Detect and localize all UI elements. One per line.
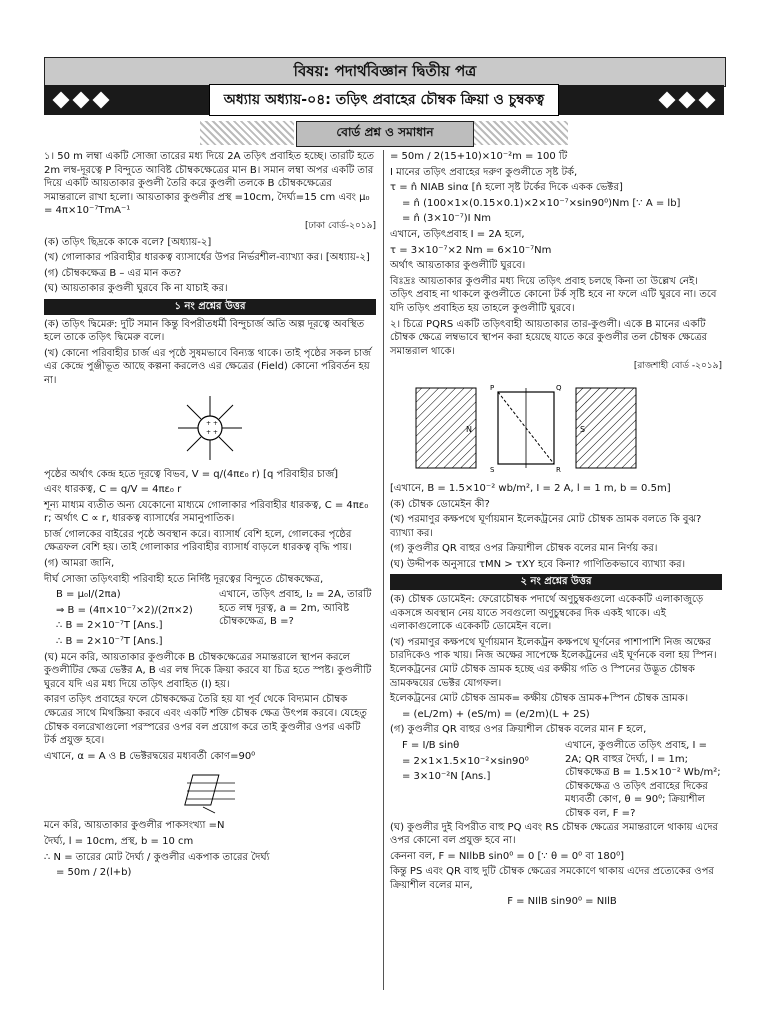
decor-diamonds-right (658, 91, 716, 109)
coil-diagram (175, 767, 245, 815)
answer-2-heading: ২ নং প্রশ্নের উত্তর (390, 574, 722, 590)
torque-intro: I মানের তড়িৎ প্রবাহের দরুণ কুণ্ডলীতে সৃষ্ট টর্ক, (390, 166, 578, 178)
answer-1d: (ঘ) মনে করি, আয়তাকার কুণ্ডলীকে B চৌম্বকক্ষেত্রের সমান্তরালে স্থাপন করলে কুণ্ডলীটির ক্ষেত্র ভেক্টর A, B এর লম্ব দিকে ক্রিয়া করবে যা চিত্র হতে স্পষ্ট। কুণ্ডলীটি ঘুরবে যদি এর মধ্য দিয়ে তড়িৎ প্রবাহিত (I) হয়। (44, 651, 372, 690)
force-given: এখানে, কুণ্ডলীতে তড়িৎ প্রবাহ, I = 2A; QR বাহুর দৈর্ঘ্য, l = 1m; চৌম্বকক্ষেত্র B = 1.5×10⁻² Wb/m²; চৌম্বকক্ষেত্র ও তড়িৎ প্রবাহের দিকের মধ্যবর্তী কোণ, θ = 90⁰; ক্রিয়াশীল চৌম্বক বল, F =? (565, 740, 721, 819)
svg-text:R: R (556, 465, 561, 474)
svg-text:S: S (490, 465, 495, 474)
question-1c: (গ) চৌম্বকক্ষেত্র B – এর মান কত? (44, 267, 182, 279)
answer-1-heading: ১ নং প্রশ্নের উত্তর (44, 299, 376, 315)
answer-2b: (খ) পরমাণুর কক্ষপথে ঘূর্ণায়মান ইলেকট্রন কক্ষপথে ঘূর্ণনের পাশাপাশি নিজ অক্ষের চারদিকেও পাক খায়। নিজ অক্ষের সাপেক্ষে ইলেকট্রনের এই ঘূর্ণনকে বলা হয় স্পিন। ইলেকট্রনের মোট চৌম্বক ভ্রামক হচ্ছে এর কক্ষীয় গতি ও স্পিনের উদ্ভূত চৌম্বক ভ্রামকদ্বয়ের ভেক্টর যোগফল। (390, 636, 717, 689)
capacitance-formula: এবং ধারকত্ব, C = q/V = 4πε₀ r (44, 484, 182, 496)
magnet-coil-diagram (406, 378, 706, 478)
torque-formula: τ = n̂ NIAB sinα [n̂ হলো সৃষ্ট টর্কের দিকে একক ভেক্টর] (390, 182, 623, 194)
svg-text:S: S (580, 424, 586, 434)
coil-rotates-note: অর্থাৎ আয়তাকার কুণ্ডলীটি ঘুরবে। (390, 260, 526, 272)
force-step-2: = 2×1×1.5×10⁻²×sin90⁰ (402, 755, 529, 767)
potential-formula: পৃষ্ঠের অর্থাৎ কেন্দ্র হতে দূরত্বে বিভব, V = q/(4πε₀ r) [q পরিবাহীর চার্জ] (44, 468, 339, 480)
svg-text:+ +: + + (206, 428, 218, 436)
answer-2c: (গ) কুণ্ডলীর QR বাহুর ওপর ক্রিয়াশীল চৌম্বক বলের মান F হলে, (390, 724, 647, 736)
question-1-source: [ঢাকা বোর্ড-২০১৯] (304, 220, 376, 231)
decor-hatch-left (200, 121, 294, 145)
charged-sphere-diagram (170, 392, 250, 464)
calc-step-4: ∴ B = 2×10⁻⁷T [Ans.] (56, 636, 163, 648)
question-2-source: [রাজশাহী বোর্ড -২০১৯] (633, 361, 722, 372)
decor-hatch-right (474, 121, 568, 145)
question-2a: (ক) চৌম্বক ডোমেইন কী? (390, 498, 490, 510)
svg-text:N: N (466, 424, 472, 434)
torque-result: τ = 3×10⁻⁷×2 Nm = 6×10⁻⁷Nm (390, 244, 552, 256)
answer-2d-step-2: কিন্তু PS এবং QR বাহু দুটি চৌম্বক ক্ষেত্রের সমকোণে থাকায় এদের প্রত্যেকের ওপর ক্রিয়াশীল বলের মান, (390, 866, 714, 891)
calc-block-1 (44, 588, 376, 650)
force-step-1: F = I/B sinθ (402, 740, 460, 751)
turns-note: মনে করি, আয়তাকার কুণ্ডলীর পাকসংখ্যা =N (44, 820, 225, 832)
chapter-title: অধ্যায় অধ্যায়-০৪: তড়িৎ প্রবাহের চৌম্বক ক্রিয়া ও চুম্বকত্ব (209, 84, 560, 116)
answer-2d: (ঘ) কুণ্ডলীর দুই বিপরীত বাহু PQ এবং RS চৌম্বক ক্ষেত্রের সমান্তরালে থাকায় এদের ওপর কোনো বল প্রযুক্ত হবে না। (390, 821, 719, 847)
svg-text:Q: Q (556, 383, 562, 392)
left-column (44, 150, 376, 882)
current-note: এখানে, তড়িৎপ্রবাহ I = 2A হলে, (390, 228, 525, 240)
special-note: বিঃদ্রঃ আয়তাকার কুণ্ডলীর মধ্য দিয়ে তড়িৎ প্রবাহ চলছে কিনা তা উল্লেখ নেই। তড়িৎ প্রবাহ না থাকলে কুণ্ডলীতে কোনো টর্ক সৃষ্টি হবে না ফলে এটি ঘুরবে না। তবে যদি তড়িৎ প্রবাহিত হয় তাহলে কুণ্ডলীটি ঘুরবে। (390, 275, 717, 314)
column-divider (383, 150, 384, 990)
n-formula: ∴ N = তারের মোট দৈর্ঘ্য / কুণ্ডলীর একপাক তারের দৈর্ঘ্য (44, 851, 270, 863)
answer-1d-explain: কারণ তড়িৎ প্রবাহের ফলে চৌম্বকক্ষেত্র তৈরি হয় যা পূর্ব থেকে বিদ্যমান চৌম্বক ক্ষেত্রের সাথে মিথস্ক্রিয়া করবে এবং একটি শক্তি চৌম্বক ক্ষেত্র উৎপন্ন করবে। যেহেতু চৌম্বক বলরেখাগুলো পরস্পরের ওপর বল প্রয়োগ করে তাই কুণ্ডলীর ওপর একটি টর্ক প্রযুক্ত হবে। (44, 694, 367, 747)
calc-step-1: B = μ₀I/(2πa) (56, 589, 121, 601)
question-1b: (খ) গোলাকার পরিবাহীর ধারকত্ব ব্যাসার্ধের উপর নির্ভরশীল-ব্যাখ্যা কর। [অধ্যায়-২] (44, 252, 370, 264)
question-2d: (ঘ) উদ্দীপক অনুসারে τMN > τXY হবে কিনা? গাণিতিকভাবে ব্যাখ্যা কর। (390, 558, 686, 570)
dimensions-note: দৈর্ঘ্য, l = 10cm, প্রস্থ, b = 10 cm (44, 835, 194, 847)
charge-note: চার্জ গোলকের বাইরের পৃষ্ঠে অবস্থান করে। ব্যাসার্ধ বেশি হলে, গোলকের পৃষ্ঠের ক্ষেত্রফল বেশি হয়। তাই গোলাকার পরিবাহীর ব্যাসার্ধ বাড়লে ধারকত্ব বৃদ্ধি পায়। (44, 528, 352, 554)
question-1a: (ক) তড়িৎ ছিদ্রকে কাকে বলে? [অধ্যায়-২] (44, 236, 212, 248)
calc-step-3: ∴ B = 2×10⁻⁷T [Ans.] (56, 620, 163, 632)
subject-title: বিষয়: পদার্থবিজ্ঞান দ্বিতীয় পত্র (44, 57, 726, 87)
chapter-banner (44, 85, 724, 115)
question-2c: (গ) কুণ্ডলীর QR বাহুর ওপর ক্রিয়াশীল চৌম্বক বলের মান নির্ণয় কর। (390, 543, 658, 555)
torque-step-2: = n̂ (3×10⁻⁷)I Nm (402, 213, 491, 225)
decor-diamonds-left (52, 91, 110, 109)
answer-2d-result: F = NIlB sin90⁰ = NIlB (507, 895, 617, 907)
question-2b: (খ) পরমাণুর কক্ষপথে ঘূর্ণায়মান ইলেকট্রনের মোট চৌম্বক ভ্রামক বলতে কি বুঝ? ব্যাখ্যা কর। (390, 514, 702, 539)
question-1: ১। 50 m লম্বা একটি সোজা তারের মধ্য দিয়ে 2A তড়িৎ প্রবাহিত হচ্ছে। তারটি হতে 2m লম্ব-দূরত্বে P বিন্দুতে আবিষ্ট চৌম্বকক্ষেত্রের মান B। সমান লম্বা অপর একটি তার দিয়ে একটি আয়তাকার কুণ্ডলী তৈরি করে কুণ্ডলী তলকে B চৌম্বকক্ষেত্রের সমান্তরালে রাখা হলো। আয়তাকার কুণ্ডলীর প্রস্থ =10cm, দৈর্ঘ্য=15 cm এবং μ₀ = 4π×10⁻⁷TmA⁻¹ (44, 151, 375, 217)
answer-1c: (গ) আমরা জানি, (44, 558, 115, 570)
calc-step-2: ⇒ B = (4π×10⁻⁷×2)/(2π×2) (56, 604, 193, 616)
answer-2b-sum: ইলেকট্রনের মোট চৌম্বক ভ্রামক= কক্ষীয় চৌম্বক ভ্রামক+স্পিন চৌম্বক ভ্রামক। (390, 693, 689, 705)
vacuum-note: শূন্য মাধ্যম ব্যতীত অন্য যেকোনো মাধ্যমে গোলাকার পরিবাহীর ধারকত্ব, C = 4πε₀ r; অর্থাৎ C ∝ r, ধারকত্ব ব্যাসার্ধের সমানুপাতিক। (44, 499, 369, 525)
question-2: ২। চিত্রে PQRS একটি তড়িৎবাহী আয়তাকার তার-কুণ্ডলী। একে B মানের একটি চৌম্বক ক্ষেত্রে লম্বভাবে স্থাপন করা হয়েছে যাতে করে কুণ্ডলীর তল চৌম্বক ক্ষেত্রের সমান্তরাল থাকে। (390, 318, 708, 357)
force-step-3: = 3×10⁻²N [Ans.] (402, 771, 491, 783)
answer-2a: (ক) চৌম্বক ডোমেইন: ফেরোচৌম্বক পদার্থে অণুচুম্বকগুলো একেকটি এলাকাজুড়ে একসঙ্গে অবস্থান নেয় যাতে সবগুলো অণুচুম্বকের দিক একই থাকে। এই এলাকাগুলোকে একেকটি ডোমেইন বলে। (390, 594, 704, 633)
calc-steps (44, 588, 213, 650)
given-values: এখানে, তড়িৎ প্রবাহ, I₂ = 2A, তারটি হতে লম্ব দূরত্ব, a = 2m, আবিষ্ট চৌম্বকক্ষেত্র, B =? (219, 589, 372, 628)
svg-text:+ +: + + (206, 419, 218, 427)
answer-1a: (ক) তড়িৎ দ্বিমেরু: দুটি সমান কিন্তু বিপরীতধর্মী বিন্দুচার্জ অতি অল্প দূরত্বে অবস্থিত হলে তাকে তড়িৎ দ্বিমেরু বলে। (44, 318, 365, 344)
figure-given: [এখানে, B = 1.5×10⁻² wb/m², I = 2 A, l = 1 m, b = 0.5m] (390, 482, 671, 494)
board-question-tag: বোর্ড প্রশ্ন ও সমাধান (296, 121, 474, 147)
angle-note: এখানে, α = A ও B ভেক্টরদ্বয়ের মধ্যবর্তী কোণ=90⁰ (44, 750, 256, 762)
answer-1b: (খ) কোনো পরিবাহীর চার্জ এর পৃষ্ঠে সুষমভাবে বিন্যস্ত থাকে। তাই পৃষ্ঠের সকল চার্জ এর কেন্দ্রে পুঞ্জীভূত আছে কল্পনা করলেও এর ক্ষেত্রের (Field) কোনো পরিবর্তন হয় না। (44, 347, 372, 386)
torque-step-1: = n̂ (100×1×(0.15×0.1)×2×10⁻⁷×sin90⁰)Nm [∵ A = lb] (402, 197, 681, 209)
force-calc (390, 739, 559, 821)
question-1d: (ঘ) আয়তাকার কুণ্ডলী ঘুরবে কি না যাচাই কর। (44, 283, 228, 295)
answer-2d-step-1: কেননা বল, F = NIlbB sin0⁰ = 0 [∵ θ = 0⁰ বা 180⁰] (390, 850, 624, 862)
calc-block-2 (390, 739, 722, 821)
turns-result: = 50m / 2(15+10)×10⁻²m = 100 টি (390, 151, 568, 162)
answer-2b-formula: = (eL/2m) + (eS/m) = (e/2m)(L + 2S) (402, 708, 590, 720)
svg-text:P: P (490, 383, 495, 392)
n-formula-2: = 50m / 2(l+b) (56, 867, 132, 879)
right-column (390, 150, 722, 910)
answer-1c-intro: দীর্ঘ সোজা তড়িৎবাহী পরিবাহী হতে নির্দিষ্ট দূরত্বের বিন্দুতে চৌম্বকক্ষেত্র, (44, 573, 324, 585)
